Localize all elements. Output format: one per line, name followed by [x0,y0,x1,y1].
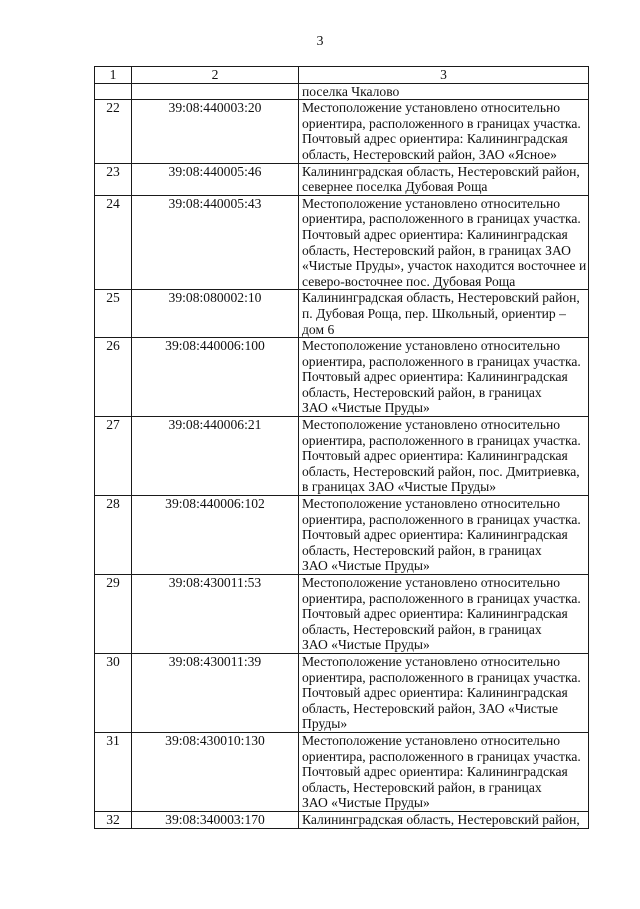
cadastral-number-cell: 39:08:440006:100 [132,338,299,417]
location-cell [299,338,589,417]
location-line: Местоположение установлено относительно [302,195,561,211]
location-line: ЗАО «Чистые Пруды» [302,400,430,416]
cadastral-number-cell: 39:08:440003:20 [132,100,299,163]
location-line: область, Нестеровский район, пос. Дмитриевка, [302,463,580,479]
table-row [95,290,589,338]
location-line: п. Дубовая Роща, пер. Школьный, ориентир – [302,305,566,321]
row-number-cell: 31 [95,732,132,811]
location-line: Местоположение установлено относительно [302,732,561,748]
location-line: Почтовый адрес ориентира: Калининградская [302,226,568,242]
cadastral-number-cell: 39:08:080002:10 [132,290,299,338]
location-line: Местоположение установлено относительно [302,100,561,116]
location-line: ориентира, расположенного в границах участка. [302,669,581,685]
location-line: Местоположение установлено относительно [302,653,561,669]
cadastral-number-cell: 39:08:430011:39 [132,653,299,732]
location-cell [299,417,589,496]
location-line: Почтовый адрес ориентира: Калининградская [302,606,568,622]
column-header-number: 1 [95,67,132,84]
row-number-cell: 28 [95,496,132,575]
location-line: область, Нестеровский район, в границах [302,542,542,558]
location-line: Почтовый адрес ориентира: Калининградская [302,764,568,780]
location-cell [299,100,589,163]
location-line: Почтовый адрес ориентира: Калининградская [302,685,568,701]
location-line: Почтовый адрес ориентира: Калининградская [302,369,568,385]
location-line: в границах ЗАО «Чистые Пруды» [302,479,497,495]
cadastral-number-cell: 39:08:440006:102 [132,496,299,575]
location-line: область, Нестеровский район, ЗАО «Ясное» [302,146,557,162]
cadastral-number-cell: 39:08:440005:46 [132,163,299,195]
table-row [95,575,589,654]
location-line: ориентира, расположенного в границах участка. [302,353,581,369]
location-line: Местоположение установлено относительно [302,575,561,590]
page-number: 3 [316,34,324,49]
table-row [95,496,589,575]
location-cell [299,163,589,195]
location-line: Почтовый адрес ориентира: Калининградская [302,131,568,147]
cadastral-number-cell: 39:08:440006:21 [132,417,299,496]
location-line: Местоположение установлено относительно [302,496,561,512]
location-line: область, Нестеровский район, в границах ЗАО [302,242,571,258]
cadastral-number-cell: 39:08:430011:53 [132,575,299,654]
location-line: ориентира, расположенного в границах участка. [302,590,581,606]
location-line: севернее поселка Дубовая Роща [302,179,488,195]
location-line: северо-восточнее пос. Дубовая Роща [302,273,516,289]
row-number-cell: 25 [95,290,132,338]
location-line: ЗАО «Чистые Пруды» [302,558,430,574]
column-header-location: 3 [299,67,589,84]
table-row [95,811,589,828]
location-line: Местоположение установлено относительно [302,338,561,354]
row-number-cell: 24 [95,195,132,290]
location-line: ориентира, расположенного в границах участка. [302,115,581,131]
location-line: ЗАО «Чистые Пруды» [302,795,430,811]
location-line: ЗАО «Чистые Пруды» [302,637,430,653]
location-cell [299,83,589,100]
row-number-cell: 22 [95,100,132,163]
table-row [95,83,589,100]
row-number-cell: 32 [95,811,132,828]
location-cell [299,195,589,290]
row-number-cell: 29 [95,575,132,654]
row-number-cell: 26 [95,338,132,417]
location-line: Калининградская область, Нестеровский район, [302,163,580,179]
location-line: Калининградская область, Нестеровский район, [302,290,580,306]
location-line: Почтовый адрес ориентира: Калининградская [302,448,568,464]
location-line: ориентира, расположенного в границах участка. [302,432,581,448]
row-number-cell: 30 [95,653,132,732]
row-number-cell [95,83,132,100]
row-number-cell: 27 [95,417,132,496]
column-header-cadastral: 2 [132,67,299,84]
cadastral-number-cell: 39:08:440005:43 [132,195,299,290]
location-cell [299,496,589,575]
location-line: Местоположение установлено относительно [302,417,561,433]
location-cell [299,653,589,732]
table-row [95,100,589,163]
location-line: область, Нестеровский район, в границах [302,779,542,795]
location-line: Пруды» [302,716,348,732]
table-header-row [95,67,589,84]
location-line: Калининградская область, Нестеровский район, [302,811,580,827]
cadastral-number-cell: 39:08:430010:130 [132,732,299,811]
cadastral-number-cell [132,83,299,100]
location-line: область, Нестеровский район, в границах [302,621,542,637]
row-number-cell: 23 [95,163,132,195]
table-row [95,195,589,290]
location-line: «Чистые Пруды», участок находится восточнее и [302,258,587,274]
location-line: ориентира, расположенного в границах участка. [302,511,581,527]
table-row [95,732,589,811]
land-plots-table [94,66,589,829]
cadastral-number-cell: 39:08:340003:170 [132,811,299,828]
location-cell [299,732,589,811]
location-line: область, Нестеровский район, в границах [302,384,542,400]
table-row [95,653,589,732]
table-row [95,163,589,195]
location-line: область, Нестеровский район, ЗАО «Чистые [302,700,559,716]
location-line: Почтовый адрес ориентира: Калининградская [302,527,568,543]
location-line: ориентира, расположенного в границах участка. [302,211,581,227]
location-line: дом 6 [302,321,335,337]
location-line: ориентира, расположенного в границах участка. [302,748,581,764]
location-cell [299,290,589,338]
location-cell [299,811,589,828]
location-line: поселка Чкалово [302,83,400,99]
table-row [95,417,589,496]
location-cell [299,575,589,654]
table-row [95,338,589,417]
